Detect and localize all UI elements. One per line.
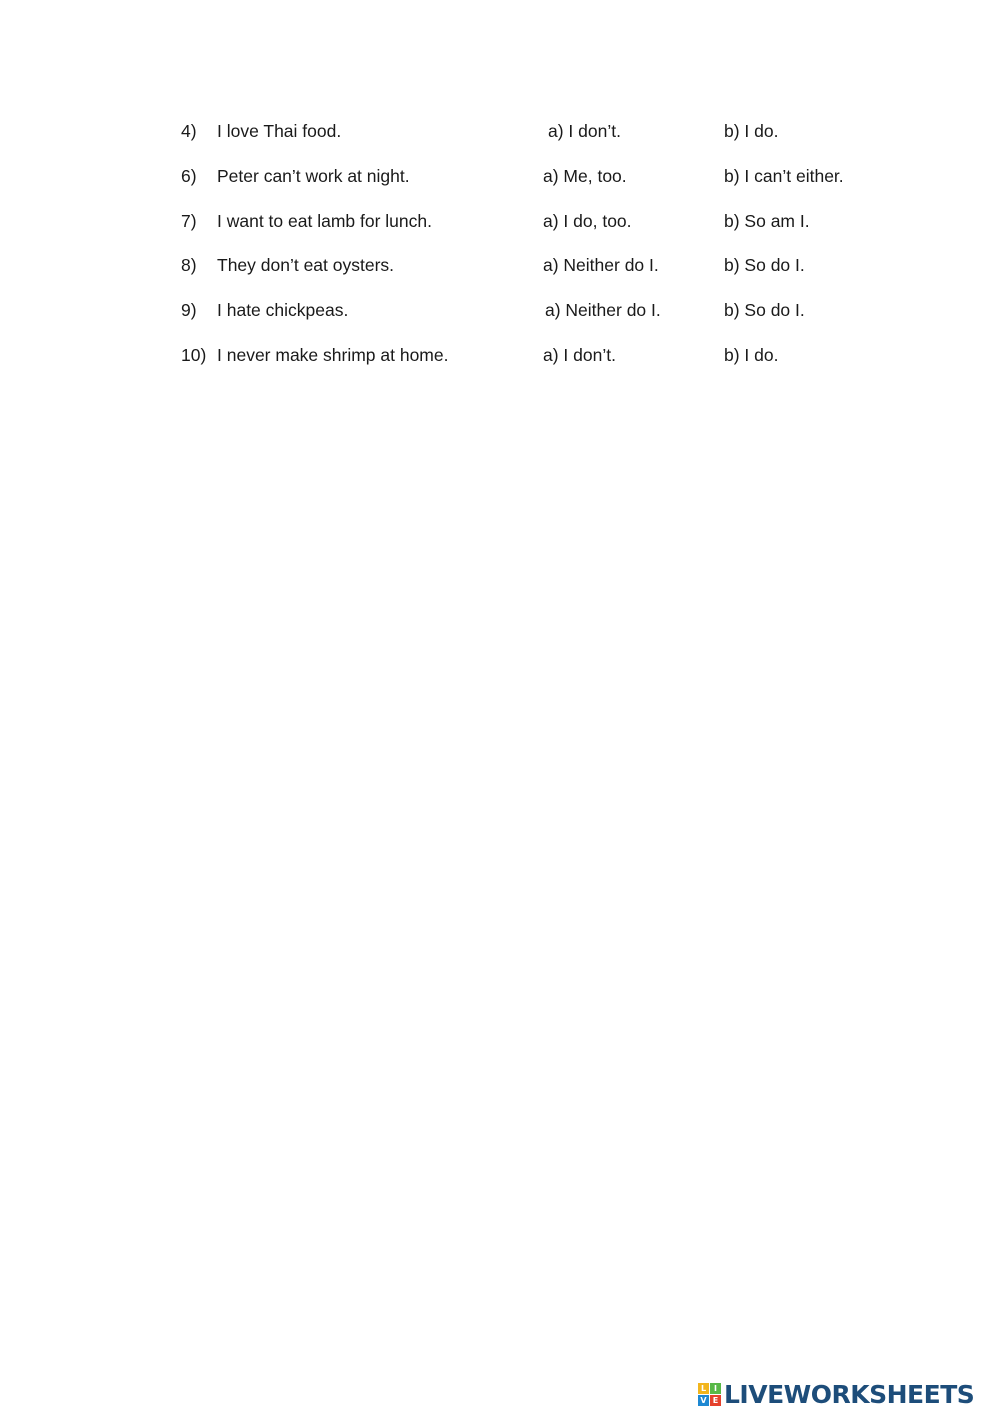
question-number: 7): [181, 211, 197, 231]
logo-letter-l: L: [698, 1383, 709, 1394]
question-row: [0, 208, 1000, 234]
option-b[interactable]: b) I do.: [724, 121, 779, 141]
question-number: 6): [181, 166, 197, 186]
option-b[interactable]: b) I can’t either.: [724, 166, 844, 186]
option-b[interactable]: b) So do I.: [724, 300, 805, 320]
question-statement: I want to eat lamb for lunch.: [217, 211, 432, 231]
logo-letter-e: E: [710, 1395, 721, 1406]
option-a[interactable]: a) I do, too.: [543, 211, 632, 231]
question-statement: I hate chickpeas.: [217, 300, 349, 320]
liveworksheets-brand: [698, 1377, 974, 1411]
question-number: 9): [181, 300, 197, 320]
option-b[interactable]: b) I do.: [724, 345, 779, 365]
brand-wordmark: LIVEWORKSHEETS: [724, 1379, 975, 1409]
option-b[interactable]: b) So am I.: [724, 211, 810, 231]
liveworksheets-logo-icon: [698, 1383, 721, 1406]
question-statement: Peter can’t work at night.: [217, 166, 410, 186]
option-b[interactable]: b) So do I.: [724, 255, 805, 275]
option-a[interactable]: a) Neither do I.: [543, 255, 659, 275]
option-a[interactable]: a) I don’t.: [548, 121, 621, 141]
question-row: [0, 118, 1000, 144]
option-a[interactable]: a) I don’t.: [543, 345, 616, 365]
logo-letter-v: V: [698, 1395, 709, 1406]
question-row: [0, 252, 1000, 278]
question-number: 10): [181, 345, 207, 365]
question-number: 4): [181, 121, 197, 141]
question-row: [0, 297, 1000, 323]
question-statement: I never make shrimp at home.: [217, 345, 449, 365]
question-statement: I love Thai food.: [217, 121, 342, 141]
option-a[interactable]: a) Neither do I.: [545, 300, 661, 320]
question-row: [0, 342, 1000, 368]
question-statement: They don’t eat oysters.: [217, 255, 395, 275]
logo-letter-i: I: [710, 1383, 721, 1394]
question-number: 8): [181, 255, 197, 275]
question-row: [0, 163, 1000, 189]
option-a[interactable]: a) Me, too.: [543, 166, 627, 186]
